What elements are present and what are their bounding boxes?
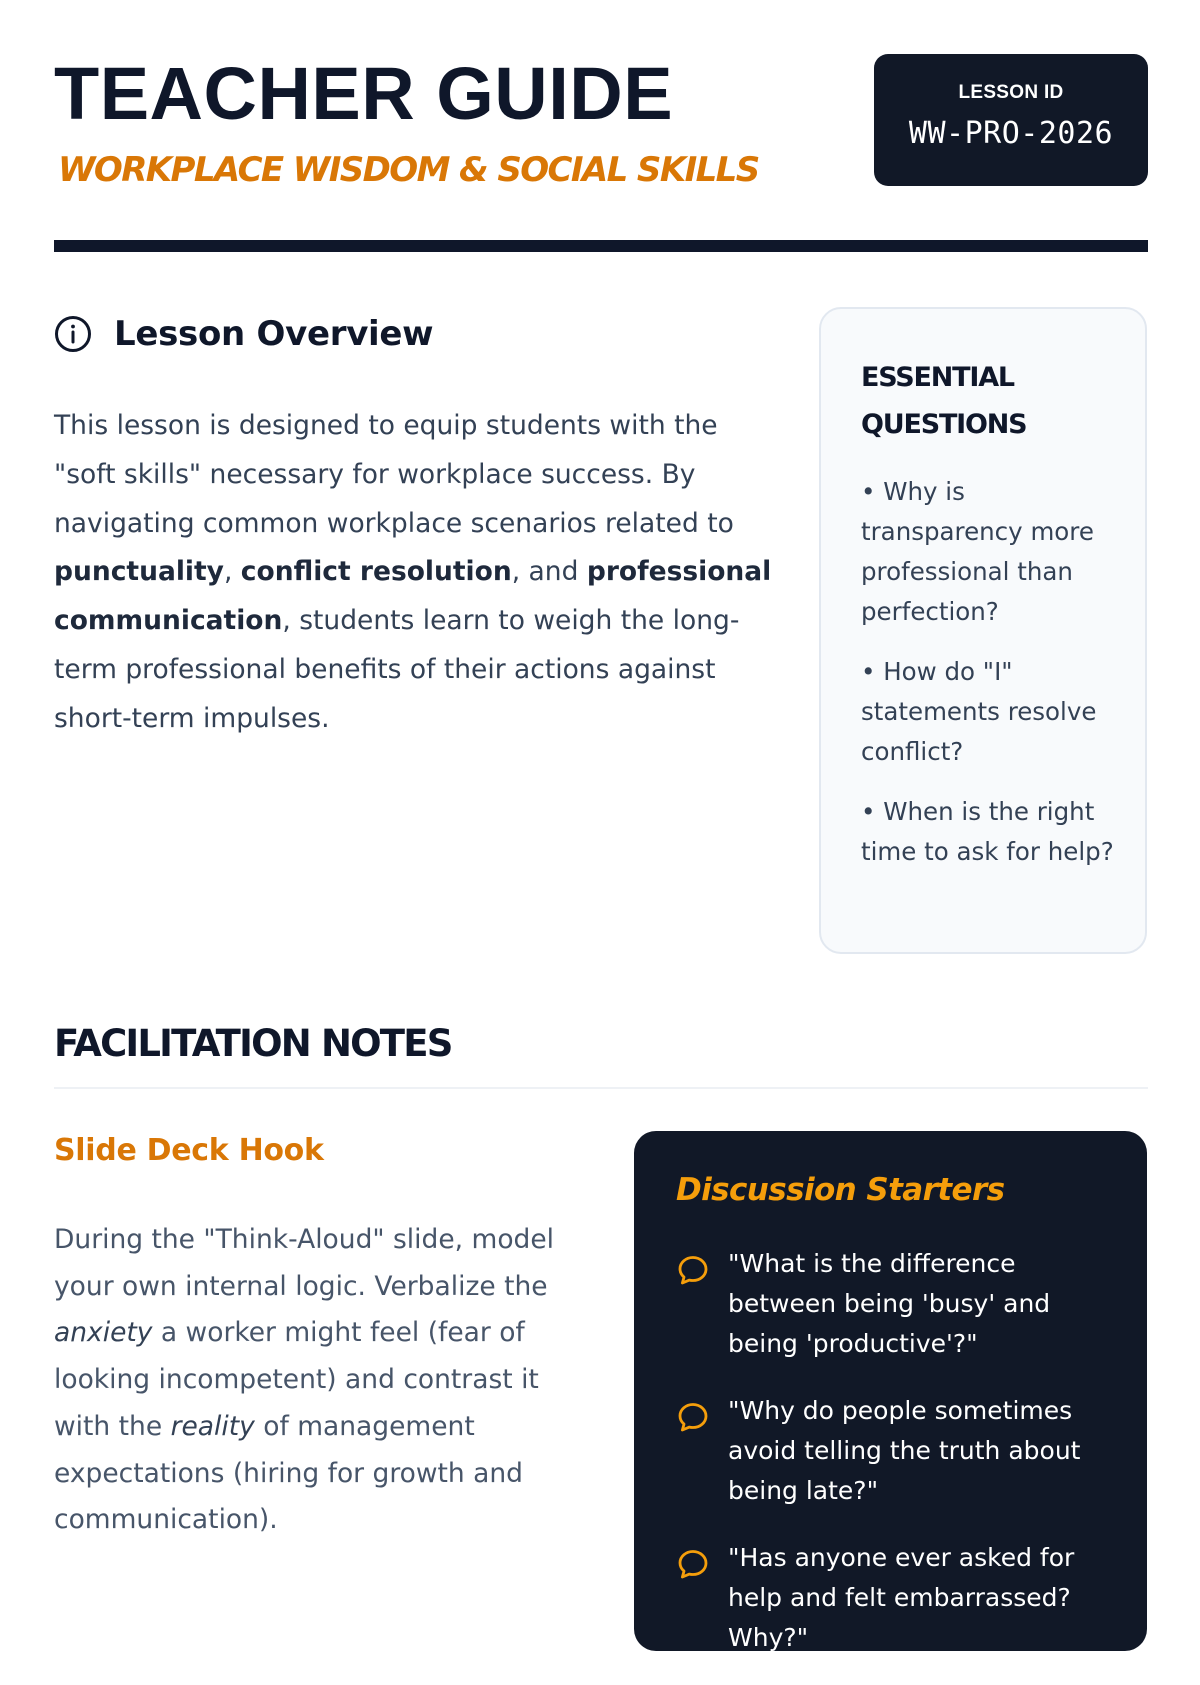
overview-text: ,: [223, 556, 241, 588]
discussion-starter-item: [676, 1538, 1106, 1658]
hook-paragraph: [54, 1217, 574, 1544]
discussion-starter-text: "What is the difference between being 'busy' and being 'productive'?": [728, 1249, 1051, 1358]
discussion-starter-item: [676, 1244, 1106, 1364]
page-subtitle: WORKPLACE WISDOM & SOCIAL SKILLS: [58, 150, 759, 190]
overview-text: , students learn to weigh the long-term professional benefits of their actions against short-term impulses.: [54, 605, 740, 734]
overview-header: [54, 313, 433, 355]
page-title: TEACHER GUIDE: [54, 52, 674, 135]
lesson-id-value: WW-PRO-2026: [908, 116, 1114, 151]
hook-emphasis: anxiety: [54, 1317, 153, 1349]
header-divider: [54, 240, 1148, 252]
hook-text: a worker might feel (fear of looking incompetent) and contrast it with the: [54, 1317, 539, 1442]
lesson-id-badge: [874, 54, 1148, 186]
essential-questions-heading: ESSENTIAL QUESTIONS: [861, 362, 1027, 440]
hook-title: Slide Deck Hook: [54, 1133, 324, 1168]
essential-question-item: • How do "I" statements resolve conflict?: [861, 657, 1097, 766]
discussion-starters-list: [676, 1244, 1106, 1685]
discussion-starter-item: [676, 1391, 1106, 1511]
hook-text: During the "Think-Aloud" slide, model your own internal logic. Verbalize the: [54, 1224, 555, 1302]
discussion-starter-text: "Why do people sometimes avoid telling the truth about being late?": [728, 1396, 1081, 1505]
overview-heading: Lesson Overview: [114, 314, 434, 354]
overview-paragraph: [54, 402, 774, 744]
speech-bubble-icon: [676, 1547, 710, 1581]
hook-text: of management expectations (hiring for growth and communication).: [54, 1410, 523, 1536]
facilitation-divider: [54, 1087, 1148, 1089]
page-header: [54, 52, 1148, 188]
hook-emphasis: reality: [170, 1410, 255, 1442]
discussion-starter-text: "Has anyone ever asked for help and felt embarrassed? Why?": [728, 1543, 1075, 1652]
essential-question-item: • Why is transparency more professional than perfection?: [861, 477, 1094, 626]
overview-keyword: professional communication: [54, 556, 772, 637]
discussion-starters-card: [634, 1131, 1147, 1651]
overview-text: This lesson is designed to equip students with the "soft skills" necessary for workplace success. By navigating common workplace scenarios related to: [54, 410, 734, 539]
overview-text: , and: [511, 556, 587, 588]
lesson-id-label: LESSON ID: [958, 82, 1064, 103]
speech-bubble-icon: [676, 1400, 710, 1434]
overview-keyword: conflict resolution: [240, 556, 512, 588]
essential-questions-list: [861, 472, 1119, 892]
discussion-starters-heading: Discussion Starters: [676, 1172, 1005, 1208]
facilitation-heading: FACILITATION NOTES: [54, 1022, 452, 1065]
essential-question-item: • When is the right time to ask for help?: [861, 797, 1114, 866]
essential-questions-card: [819, 307, 1147, 954]
speech-bubble-icon: [676, 1253, 710, 1287]
overview-keyword: punctuality: [54, 556, 224, 588]
info-circle-icon: [54, 315, 92, 353]
